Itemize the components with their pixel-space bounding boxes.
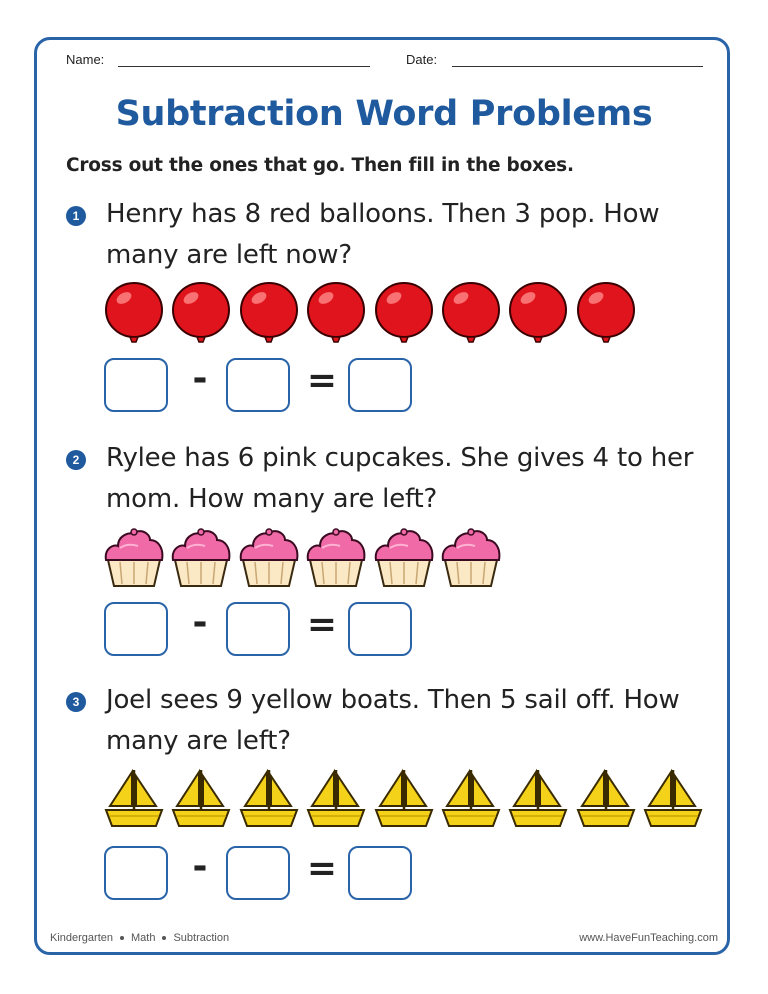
equals-sign: =	[306, 360, 338, 401]
footer-crumb: Subtraction	[173, 932, 230, 944]
minus-sign: -	[192, 846, 208, 887]
pink-cupcake-icon[interactable]	[171, 526, 231, 588]
problem-2-number-badge: 2	[66, 450, 86, 470]
red-balloon-icon[interactable]	[104, 282, 164, 344]
red-balloon-icon[interactable]	[239, 282, 299, 344]
pink-cupcake-icon[interactable]	[239, 526, 299, 588]
problem-1-box-start[interactable]	[104, 358, 168, 412]
yellow-boat-icon[interactable]	[239, 768, 299, 830]
problem-3-number-badge: 3	[66, 692, 86, 712]
red-balloon-icon[interactable]	[576, 282, 636, 344]
pink-cupcake-icon[interactable]	[374, 526, 434, 588]
pink-cupcake-icon[interactable]	[104, 526, 164, 588]
red-balloon-icon[interactable]	[441, 282, 501, 344]
problem-2-box-start[interactable]	[104, 602, 168, 656]
page-title: Subtraction Word Problems	[115, 94, 653, 134]
problem-3-box-start[interactable]	[104, 846, 168, 900]
problem-2-text: Rylee has 6 pink cupcakes. She gives 4 to her mom. How many are left?	[106, 443, 694, 514]
equals-sign: =	[306, 604, 338, 645]
problem-1-box-answer[interactable]	[348, 358, 412, 412]
yellow-boat-icon[interactable]	[306, 768, 366, 830]
red-balloon-icon[interactable]	[508, 282, 568, 344]
equals-sign: =	[306, 848, 338, 889]
yellow-boat-icon[interactable]	[576, 768, 636, 830]
problem-1-text: Henry has 8 red balloons. Then 3 pop. How many are left now?	[106, 199, 660, 270]
yellow-boat-icon[interactable]	[508, 768, 568, 830]
minus-sign: -	[192, 358, 208, 399]
problem-1-number-badge: 1	[66, 206, 86, 226]
problem-1-box-subtract[interactable]	[226, 358, 290, 412]
pink-cupcake-icon[interactable]	[441, 526, 501, 588]
yellow-boat-icon[interactable]	[104, 768, 164, 830]
yellow-boat-icon[interactable]	[374, 768, 434, 830]
red-balloon-icon[interactable]	[306, 282, 366, 344]
footer-crumb: Kindergarten	[50, 932, 113, 944]
yellow-boat-icon[interactable]	[643, 768, 703, 830]
problem-2-box-answer[interactable]	[348, 602, 412, 656]
pink-cupcake-icon[interactable]	[306, 526, 366, 588]
footer-website: www.HaveFunTeaching.com	[579, 932, 718, 944]
footer-crumb: Math	[131, 932, 156, 944]
yellow-boat-icon[interactable]	[441, 768, 501, 830]
problem-2-box-subtract[interactable]	[226, 602, 290, 656]
problem-3-box-subtract[interactable]	[226, 846, 290, 900]
problem-3-box-answer[interactable]	[348, 846, 412, 900]
name-line	[118, 66, 370, 67]
date-label: Date:	[406, 52, 438, 67]
minus-sign: -	[192, 602, 208, 643]
red-balloon-icon[interactable]	[171, 282, 231, 344]
name-label: Name:	[66, 52, 105, 67]
instructions: Cross out the ones that go. Then fill in the boxes.	[66, 155, 574, 176]
footer-breadcrumb	[50, 932, 229, 944]
date-line	[452, 66, 703, 67]
red-balloon-icon[interactable]	[374, 282, 434, 344]
yellow-boat-icon[interactable]	[171, 768, 231, 830]
problem-3-text: Joel sees 9 yellow boats. Then 5 sail off. How many are left?	[106, 685, 680, 756]
